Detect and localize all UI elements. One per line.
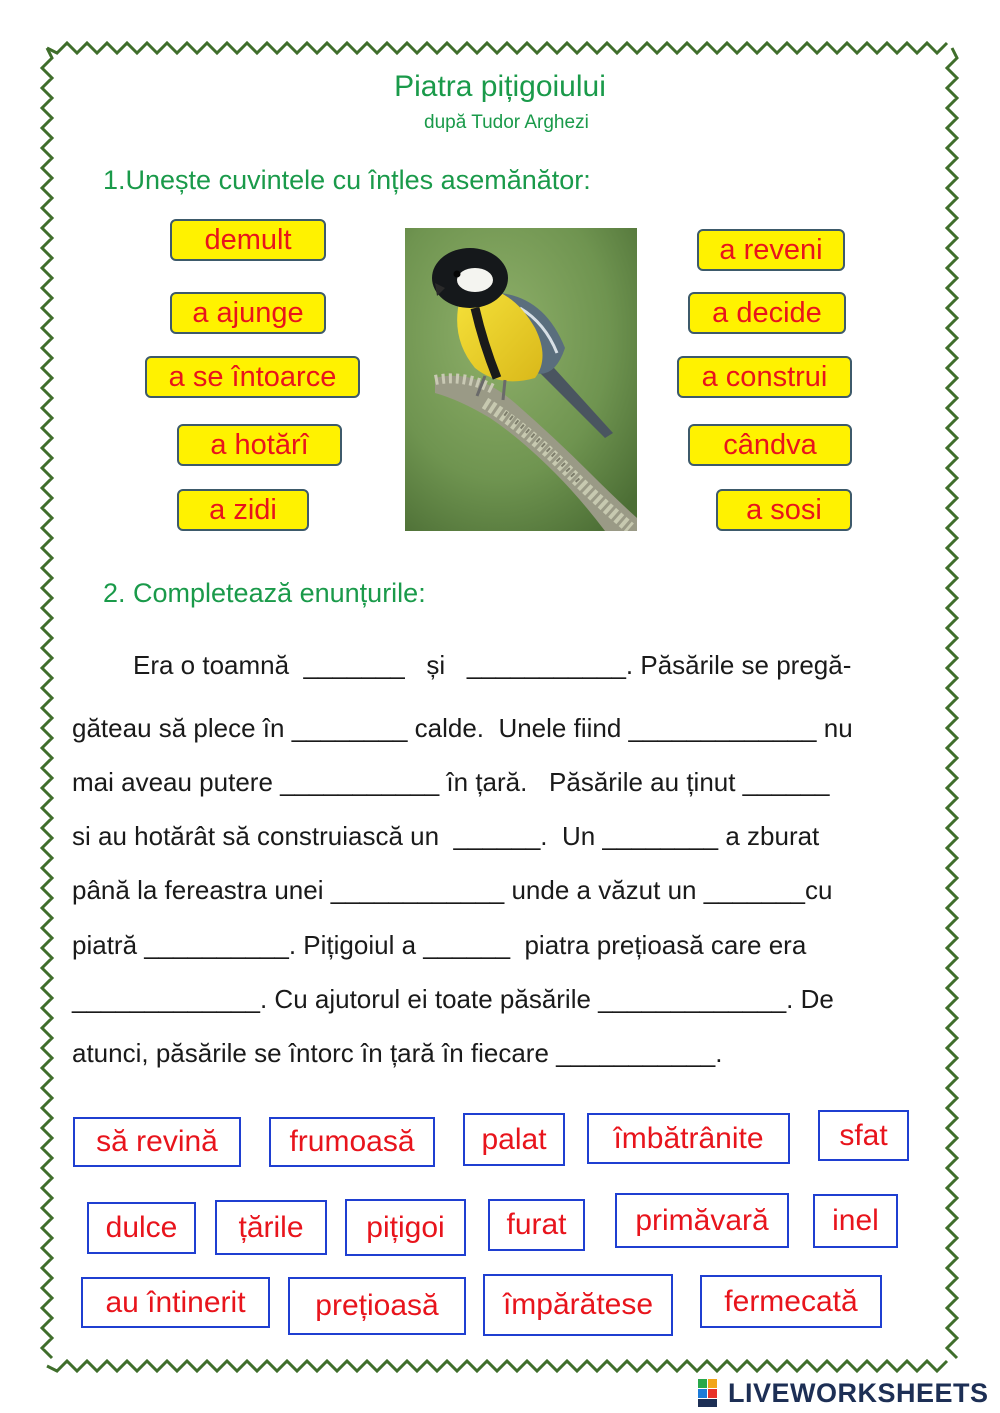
word-bank-item[interactable]: fermecată <box>700 1275 882 1328</box>
right-word-1[interactable]: a reveni <box>697 229 845 271</box>
text-line-6: piatră __________. Pițigoiul a ______ piatra prețioasă care era <box>72 930 807 960</box>
left-word-4[interactable]: a hotărî <box>177 424 342 466</box>
text-line-8: atunci, păsările se întorc în țară în fiecare ___________. <box>72 1038 723 1068</box>
logo-text: LIVEWORKSHEETS <box>728 1377 989 1408</box>
worksheet-title: Piatra pițigoiului <box>394 70 606 103</box>
word-bank-item[interactable]: pițigoi <box>345 1199 466 1256</box>
left-word-2[interactable]: a ajunge <box>170 292 326 334</box>
exercise-2-heading: 2. Completează enunțurile: <box>103 578 426 608</box>
word-bank-item[interactable]: împărătese <box>483 1274 673 1336</box>
word-bank-item[interactable]: furat <box>488 1199 585 1251</box>
right-word-5[interactable]: a sosi <box>716 489 852 531</box>
word-bank-item[interactable]: au întinerit <box>81 1277 270 1328</box>
word-bank-item[interactable]: sfat <box>818 1110 909 1161</box>
right-word-2[interactable]: a decide <box>688 292 846 334</box>
word-bank-item[interactable]: primăvară <box>615 1193 789 1248</box>
left-word-3[interactable]: a se întoarce <box>145 356 360 398</box>
text-line-2: găteau să plece în ________ calde. Unele fiind _____________ nu <box>72 713 853 743</box>
border-zigzag <box>47 43 947 53</box>
exercise-1-heading: 1.Unește cuvintele cu înțles asemănător: <box>103 165 591 195</box>
word-bank-item[interactable]: îmbătrânite <box>587 1113 790 1164</box>
text-line-3: mai aveau putere ___________ în țară. Păsările au ținut ______ <box>72 767 830 797</box>
word-bank-item[interactable]: frumoasă <box>269 1117 435 1167</box>
border-zigzag <box>947 48 957 1358</box>
great-tit-bird-image <box>405 228 637 531</box>
right-word-3[interactable]: a construi <box>677 356 852 398</box>
word-bank-item[interactable]: inel <box>813 1194 898 1248</box>
border-zigzag <box>42 48 52 1358</box>
liveworksheets-logo <box>698 1378 989 1408</box>
text-line-1: Era o toamnă _______ și ___________. Păsările se pregă- <box>133 650 852 680</box>
text-line-7: _____________. Cu ajutorul ei toate păsările _____________. De <box>72 984 834 1014</box>
text-line-5: până la fereastra unei ____________ unde a văzut un _______cu <box>72 875 833 905</box>
word-bank-item[interactable]: dulce <box>87 1202 196 1254</box>
word-bank-item[interactable]: țările <box>215 1200 327 1255</box>
worksheet-author: după Tudor Arghezi <box>424 112 589 133</box>
text-line-4: si au hotărât să construiască un ______. Un ________ a zburat <box>72 821 820 851</box>
liveworksheets-logo-icon <box>698 1379 728 1407</box>
word-bank-item[interactable]: palat <box>463 1113 565 1166</box>
right-word-4[interactable]: cândva <box>688 424 852 466</box>
left-word-5[interactable]: a zidi <box>177 489 309 531</box>
word-bank-item[interactable]: prețioasă <box>288 1277 466 1335</box>
border-zigzag <box>47 1361 947 1371</box>
word-bank-item[interactable]: să revină <box>73 1117 241 1167</box>
left-word-1[interactable]: demult <box>170 219 326 261</box>
